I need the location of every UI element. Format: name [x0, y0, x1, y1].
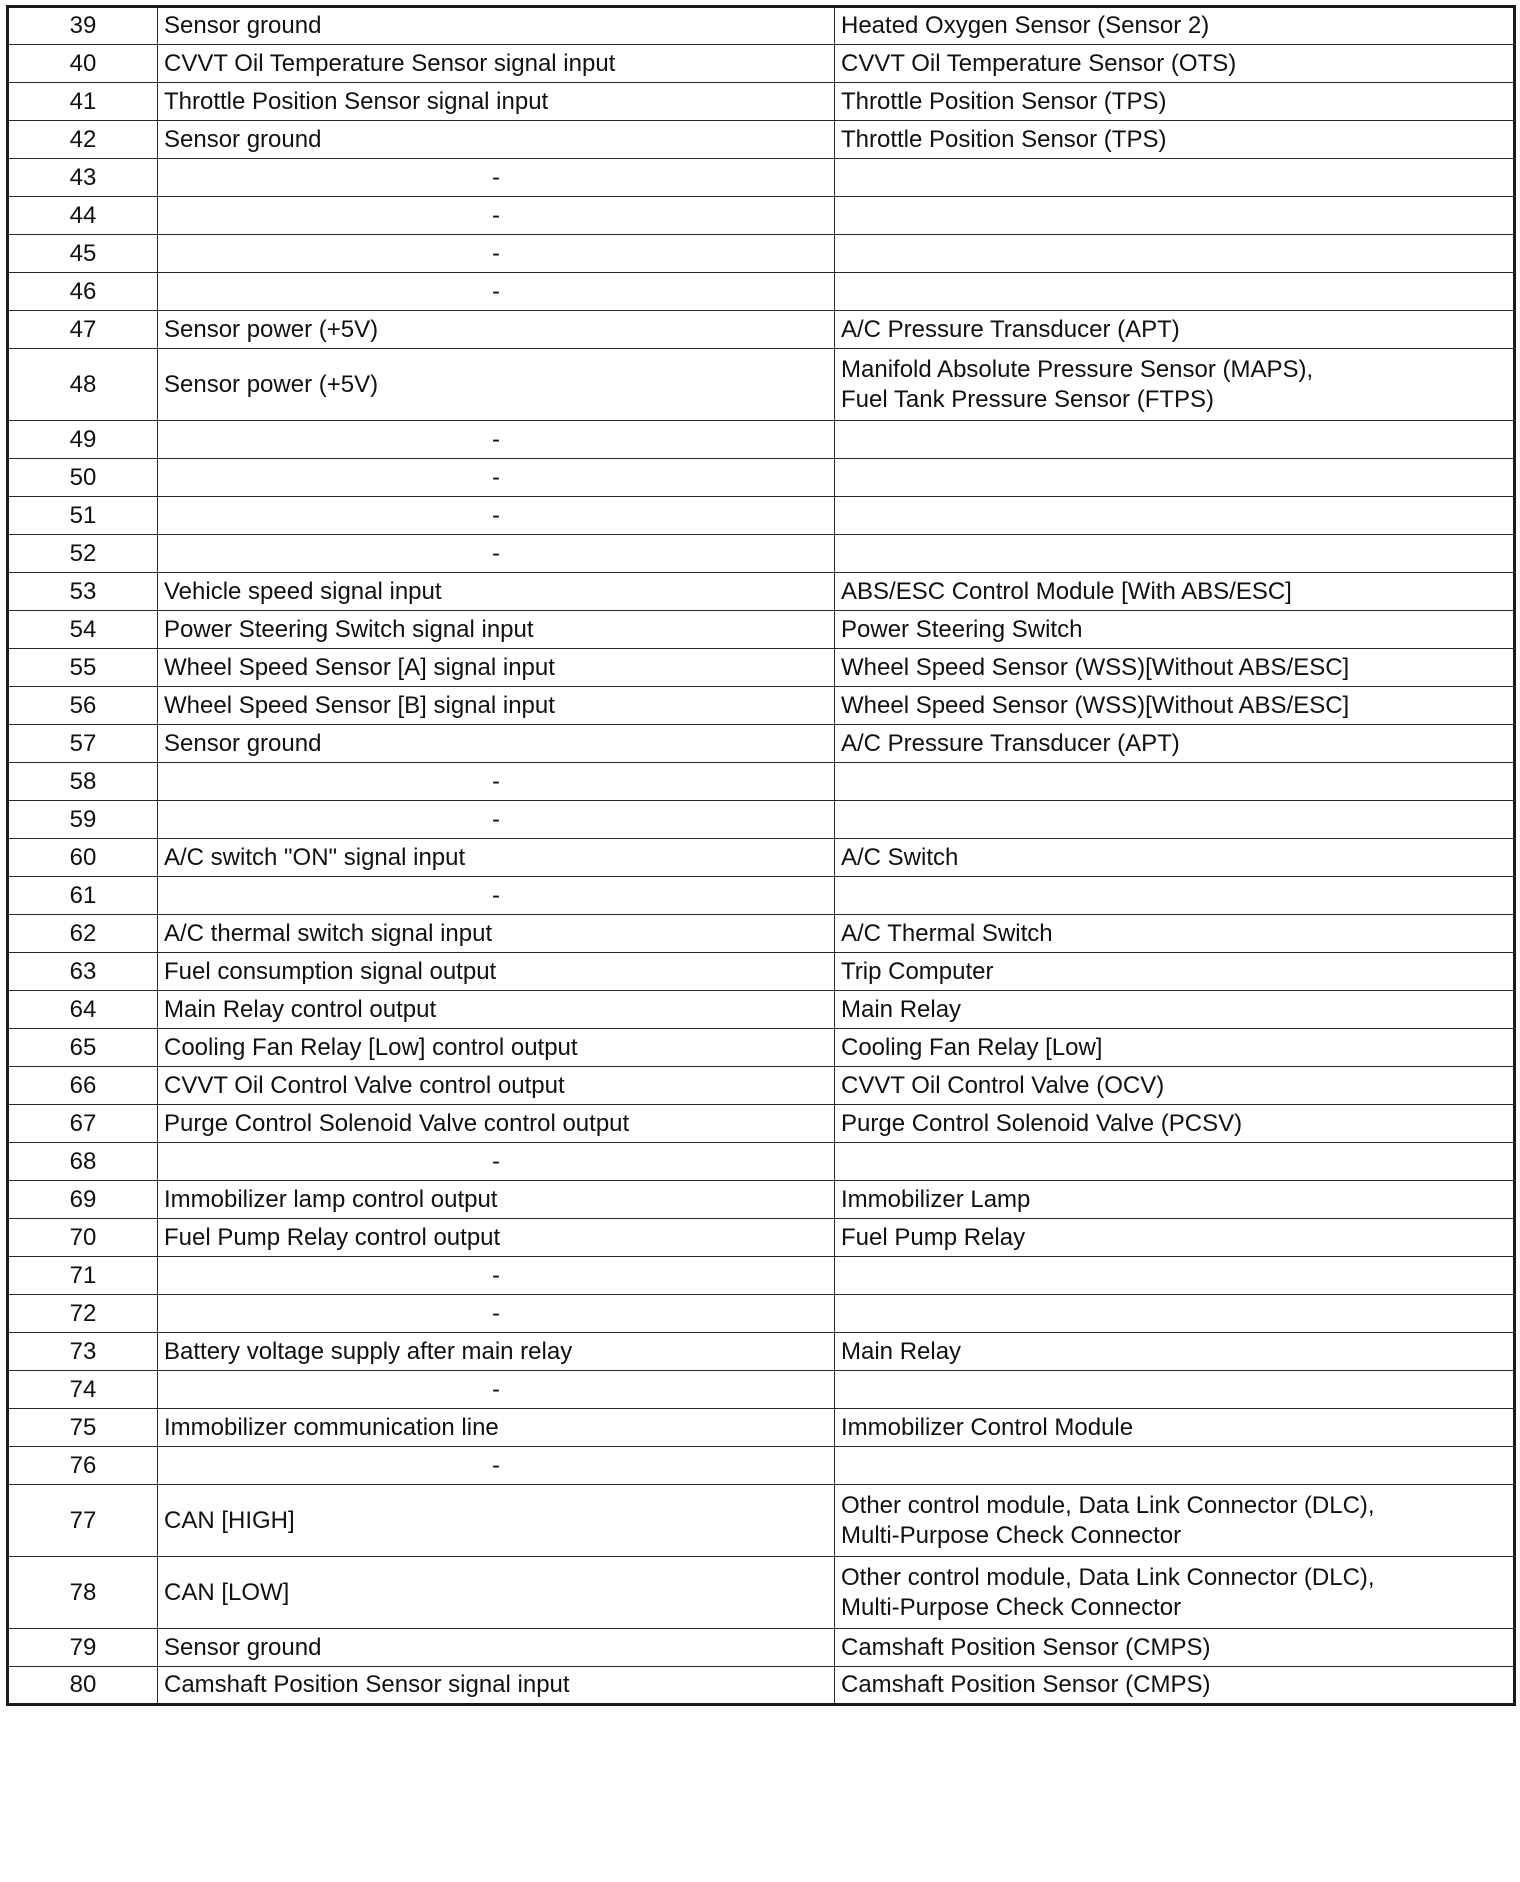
- connected-to-line: CVVT Oil Temperature Sensor (OTS): [841, 49, 1237, 77]
- pin-number-cell: 50: [8, 459, 158, 497]
- pin-description-cell: Sensor ground: [158, 725, 835, 763]
- connected-to-cell: [835, 763, 1515, 801]
- connected-to-cell: [835, 159, 1515, 197]
- connected-to-line: Camshaft Position Sensor (CMPS): [841, 1633, 1211, 1661]
- table-row: [8, 459, 1515, 497]
- table-row: [8, 197, 1515, 235]
- connected-to-cell: [835, 1557, 1515, 1629]
- connected-to-cell: [835, 1181, 1515, 1219]
- table-row: [8, 1557, 1515, 1629]
- pin-table: [6, 5, 1516, 1706]
- connected-to-cell: [835, 235, 1515, 273]
- table-row: [8, 611, 1515, 649]
- pin-description-cell: -: [158, 421, 835, 459]
- table-row: [8, 311, 1515, 349]
- connected-to-line: Multi-Purpose Check Connector: [841, 1521, 1182, 1549]
- pin-number-cell: 68: [8, 1143, 158, 1181]
- pin-description-cell: -: [158, 1371, 835, 1409]
- connected-to-cell: [835, 1447, 1515, 1485]
- connected-to-cell: [835, 1409, 1515, 1447]
- table-row: [8, 1485, 1515, 1557]
- pin-table-body: [8, 7, 1515, 1705]
- pin-number-cell: 71: [8, 1257, 158, 1295]
- table-row: [8, 649, 1515, 687]
- pin-description-cell: Battery voltage supply after main relay: [158, 1333, 835, 1371]
- pin-number-cell: 52: [8, 535, 158, 573]
- connected-to-line: CVVT Oil Control Valve (OCV): [841, 1071, 1165, 1099]
- pin-number-cell: 54: [8, 611, 158, 649]
- pin-number-cell: 44: [8, 197, 158, 235]
- table-row: [8, 877, 1515, 915]
- pin-description-cell: Vehicle speed signal input: [158, 573, 835, 611]
- table-row: [8, 1371, 1515, 1409]
- connected-to-cell: [835, 1143, 1515, 1181]
- connected-to-line: Trip Computer: [841, 957, 994, 985]
- connected-to-line: A/C Switch: [841, 843, 959, 871]
- pin-number-cell: 43: [8, 159, 158, 197]
- table-row: [8, 801, 1515, 839]
- connected-to-cell: [835, 1219, 1515, 1257]
- connected-to-cell: [835, 7, 1515, 45]
- pin-description-cell: -: [158, 159, 835, 197]
- pin-number-cell: 61: [8, 877, 158, 915]
- table-row: [8, 235, 1515, 273]
- connected-to-line: Other control module, Data Link Connector (DLC),: [841, 1491, 1375, 1519]
- table-row: [8, 1219, 1515, 1257]
- connected-to-line: Other control module, Data Link Connector (DLC),: [841, 1563, 1375, 1591]
- pin-description-cell: CAN [HIGH]: [158, 1485, 835, 1557]
- connected-to-cell: [835, 83, 1515, 121]
- connected-to-line: Purge Control Solenoid Valve (PCSV): [841, 1109, 1243, 1137]
- connected-to-line: Cooling Fan Relay [Low]: [841, 1033, 1103, 1061]
- connected-to-line: ABS/ESC Control Module [With ABS/ESC]: [841, 577, 1292, 605]
- pin-description-cell: A/C switch "ON" signal input: [158, 839, 835, 877]
- pin-number-cell: 62: [8, 915, 158, 953]
- pin-description-cell: -: [158, 1257, 835, 1295]
- pin-description-cell: Purge Control Solenoid Valve control output: [158, 1105, 835, 1143]
- connected-to-cell: [835, 121, 1515, 159]
- pin-description-cell: -: [158, 1295, 835, 1333]
- connected-to-cell: [835, 45, 1515, 83]
- table-row: [8, 725, 1515, 763]
- connected-to-line: Camshaft Position Sensor (CMPS): [841, 1671, 1211, 1698]
- connected-to-line: A/C Thermal Switch: [841, 919, 1053, 947]
- connected-to-cell: [835, 1667, 1515, 1705]
- pin-description-cell: Cooling Fan Relay [Low] control output: [158, 1029, 835, 1067]
- table-row: [8, 991, 1515, 1029]
- pin-number-cell: 74: [8, 1371, 158, 1409]
- table-row: [8, 349, 1515, 421]
- connected-to-line: Heated Oxygen Sensor (Sensor 2): [841, 12, 1210, 39]
- table-row: [8, 1029, 1515, 1067]
- connected-to-line: Main Relay: [841, 995, 962, 1023]
- table-row: [8, 763, 1515, 801]
- pin-number-cell: 49: [8, 421, 158, 459]
- connected-to-cell: [835, 877, 1515, 915]
- table-row: [8, 1409, 1515, 1447]
- table-row: [8, 1333, 1515, 1371]
- connected-to-line: A/C Pressure Transducer (APT): [841, 729, 1180, 757]
- pin-description-cell: -: [158, 877, 835, 915]
- table-row: [8, 1447, 1515, 1485]
- pin-number-cell: 47: [8, 311, 158, 349]
- connected-to-cell: [835, 497, 1515, 535]
- pin-description-cell: Power Steering Switch signal input: [158, 611, 835, 649]
- table-row: [8, 1295, 1515, 1333]
- pin-number-cell: 51: [8, 497, 158, 535]
- pin-number-cell: 80: [8, 1667, 158, 1705]
- pin-description-cell: Throttle Position Sensor signal input: [158, 83, 835, 121]
- pin-description-cell: -: [158, 1447, 835, 1485]
- pin-number-cell: 73: [8, 1333, 158, 1371]
- connected-to-line: Wheel Speed Sensor (WSS)[Without ABS/ESC]: [841, 653, 1350, 681]
- pin-description-cell: Main Relay control output: [158, 991, 835, 1029]
- pin-description-cell: Wheel Speed Sensor [B] signal input: [158, 687, 835, 725]
- pin-number-cell: 67: [8, 1105, 158, 1143]
- table-row: [8, 1667, 1515, 1705]
- pin-number-cell: 76: [8, 1447, 158, 1485]
- pin-number-cell: 77: [8, 1485, 158, 1557]
- connected-to-cell: [835, 1067, 1515, 1105]
- connected-to-line: Fuel Tank Pressure Sensor (FTPS): [841, 385, 1215, 413]
- pin-description-cell: Fuel Pump Relay control output: [158, 1219, 835, 1257]
- pin-number-cell: 75: [8, 1409, 158, 1447]
- connected-to-cell: [835, 915, 1515, 953]
- pin-description-cell: -: [158, 801, 835, 839]
- pin-number-cell: 63: [8, 953, 158, 991]
- pin-number-cell: 72: [8, 1295, 158, 1333]
- pin-number-cell: 46: [8, 273, 158, 311]
- connected-to-cell: [835, 311, 1515, 349]
- pin-number-cell: 65: [8, 1029, 158, 1067]
- table-row: [8, 687, 1515, 725]
- connected-to-cell: [835, 611, 1515, 649]
- pin-number-cell: 57: [8, 725, 158, 763]
- pin-number-cell: 59: [8, 801, 158, 839]
- pin-number-cell: 48: [8, 349, 158, 421]
- connected-to-cell: [835, 273, 1515, 311]
- pin-description-cell: CVVT Oil Control Valve control output: [158, 1067, 835, 1105]
- table-row: [8, 1067, 1515, 1105]
- connected-to-cell: [835, 535, 1515, 573]
- connected-to-cell: [835, 1629, 1515, 1667]
- connected-to-line: A/C Pressure Transducer (APT): [841, 315, 1180, 343]
- connected-to-cell: [835, 1295, 1515, 1333]
- table-row: [8, 1105, 1515, 1143]
- pin-description-cell: Wheel Speed Sensor [A] signal input: [158, 649, 835, 687]
- pin-number-cell: 69: [8, 1181, 158, 1219]
- table-row: [8, 83, 1515, 121]
- connected-to-cell: [835, 725, 1515, 763]
- table-row: [8, 1143, 1515, 1181]
- connected-to-cell: [835, 459, 1515, 497]
- connected-to-line: Immobilizer Lamp: [841, 1185, 1031, 1213]
- pin-number-cell: 45: [8, 235, 158, 273]
- connected-to-cell: [835, 1257, 1515, 1295]
- pin-number-cell: 60: [8, 839, 158, 877]
- connected-to-cell: [835, 1485, 1515, 1557]
- connected-to-line: Manifold Absolute Pressure Sensor (MAPS),: [841, 355, 1314, 383]
- pin-description-cell: -: [158, 763, 835, 801]
- pin-description-cell: CVVT Oil Temperature Sensor signal input: [158, 45, 835, 83]
- pin-number-cell: 79: [8, 1629, 158, 1667]
- pin-description-cell: -: [158, 497, 835, 535]
- connected-to-line: Main Relay: [841, 1337, 962, 1365]
- pin-number-cell: 78: [8, 1557, 158, 1629]
- connected-to-cell: [835, 1333, 1515, 1371]
- connected-to-cell: [835, 687, 1515, 725]
- pin-description-cell: -: [158, 197, 835, 235]
- connected-to-cell: [835, 349, 1515, 421]
- pin-description-cell: Sensor power (+5V): [158, 349, 835, 421]
- connected-to-cell: [835, 801, 1515, 839]
- connected-to-line: Multi-Purpose Check Connector: [841, 1593, 1182, 1621]
- pin-number-cell: 66: [8, 1067, 158, 1105]
- table-row: [8, 1257, 1515, 1295]
- connected-to-line: Immobilizer Control Module: [841, 1413, 1134, 1441]
- connected-to-line: Throttle Position Sensor (TPS): [841, 87, 1167, 115]
- pin-description-cell: Immobilizer communication line: [158, 1409, 835, 1447]
- pin-description-cell: -: [158, 535, 835, 573]
- table-row: [8, 421, 1515, 459]
- pin-description-cell: CAN [LOW]: [158, 1557, 835, 1629]
- pin-number-cell: 40: [8, 45, 158, 83]
- connected-to-cell: [835, 573, 1515, 611]
- connected-to-cell: [835, 839, 1515, 877]
- table-row: [8, 121, 1515, 159]
- pin-description-cell: Fuel consumption signal output: [158, 953, 835, 991]
- table-row: [8, 1181, 1515, 1219]
- connected-to-cell: [835, 649, 1515, 687]
- pin-description-cell: -: [158, 235, 835, 273]
- table-row: [8, 45, 1515, 83]
- pin-description-cell: -: [158, 273, 835, 311]
- pin-number-cell: 70: [8, 1219, 158, 1257]
- table-row: [8, 7, 1515, 45]
- table-row: [8, 573, 1515, 611]
- connected-to-line: Throttle Position Sensor (TPS): [841, 125, 1167, 153]
- pin-number-cell: 58: [8, 763, 158, 801]
- pin-description-cell: Sensor ground: [158, 1629, 835, 1667]
- pin-number-cell: 42: [8, 121, 158, 159]
- pin-description-cell: Immobilizer lamp control output: [158, 1181, 835, 1219]
- pin-description-cell: Sensor ground: [158, 7, 835, 45]
- table-row: [8, 1629, 1515, 1667]
- pin-description-cell: -: [158, 1143, 835, 1181]
- connected-to-cell: [835, 197, 1515, 235]
- connected-to-line: Wheel Speed Sensor (WSS)[Without ABS/ESC]: [841, 691, 1350, 719]
- connected-to-line: Power Steering Switch: [841, 615, 1083, 643]
- table-row: [8, 159, 1515, 197]
- connected-to-cell: [835, 421, 1515, 459]
- table-row: [8, 535, 1515, 573]
- pin-description-cell: Sensor power (+5V): [158, 311, 835, 349]
- table-row: [8, 915, 1515, 953]
- pin-number-cell: 64: [8, 991, 158, 1029]
- pin-description-cell: Sensor ground: [158, 121, 835, 159]
- connected-to-line: Fuel Pump Relay: [841, 1223, 1026, 1251]
- pin-description-cell: -: [158, 459, 835, 497]
- connected-to-cell: [835, 991, 1515, 1029]
- pin-number-cell: 39: [8, 7, 158, 45]
- connected-to-cell: [835, 953, 1515, 991]
- table-row: [8, 273, 1515, 311]
- pin-description-cell: Camshaft Position Sensor signal input: [158, 1667, 835, 1705]
- pin-number-cell: 53: [8, 573, 158, 611]
- connected-to-cell: [835, 1105, 1515, 1143]
- table-row: [8, 839, 1515, 877]
- table-row: [8, 953, 1515, 991]
- pin-number-cell: 56: [8, 687, 158, 725]
- pin-description-cell: A/C thermal switch signal input: [158, 915, 835, 953]
- connected-to-cell: [835, 1029, 1515, 1067]
- pin-number-cell: 55: [8, 649, 158, 687]
- pin-number-cell: 41: [8, 83, 158, 121]
- table-row: [8, 497, 1515, 535]
- connected-to-cell: [835, 1371, 1515, 1409]
